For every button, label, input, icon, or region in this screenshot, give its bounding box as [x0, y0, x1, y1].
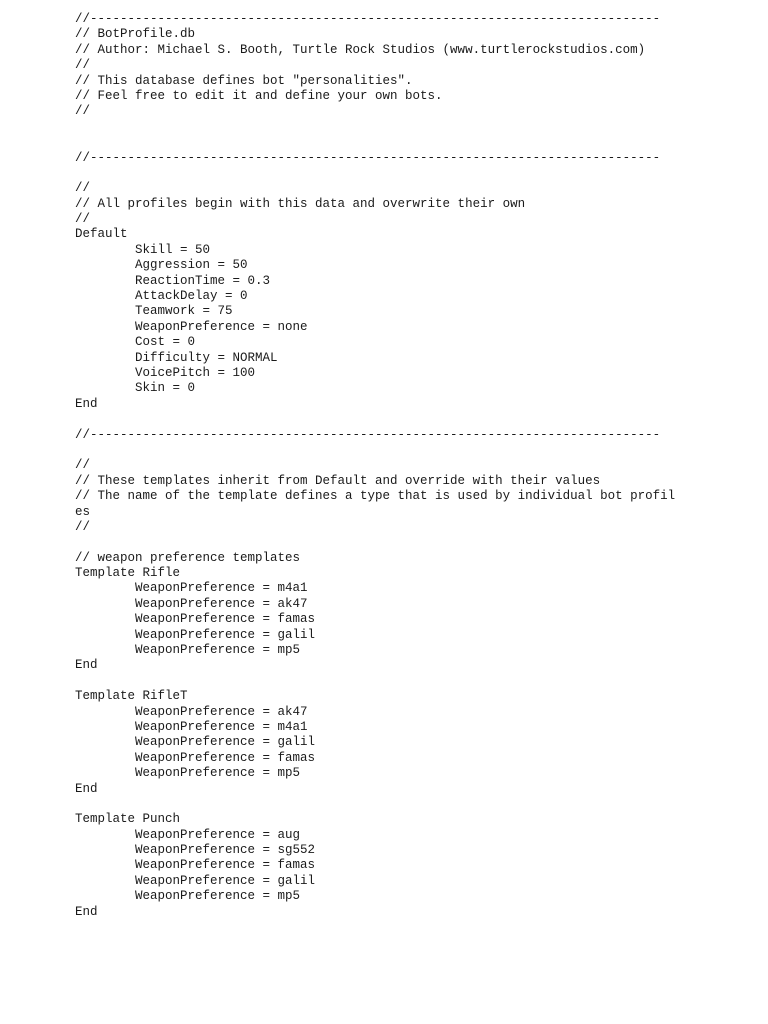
document-line: // weapon preference templates [75, 550, 301, 565]
document-line [75, 120, 715, 135]
document-line: WeaponPreference = famas [75, 612, 316, 627]
document-line: WeaponPreference = m4a1 [75, 719, 308, 734]
document-line: AttackDelay = 0 [75, 289, 248, 304]
document-line: // [75, 181, 91, 196]
document-line: WeaponPreference = ak47 [75, 596, 308, 611]
document-line: // [75, 519, 91, 534]
document-line: WeaponPreference = m4a1 [75, 581, 308, 596]
document-line: Difficulty = NORMAL [75, 350, 278, 365]
document-line: WeaponPreference = mp5 [75, 889, 301, 904]
document-line: // [75, 212, 91, 227]
document-line: End [75, 396, 98, 411]
document-line: // Author: Michael S. Booth, Turtle Rock Studios (www.turtlerockstudios.com) [75, 42, 646, 57]
document-line [75, 166, 715, 181]
document-line: // Feel free to edit it and define your own bots. [75, 88, 443, 103]
document-line: Template Punch [75, 812, 181, 827]
document-line: WeaponPreference = mp5 [75, 643, 301, 658]
document-line: //---------------------------------------------------------------------------- [75, 427, 661, 442]
document-line: // All profiles begin with this data and overwrite their own [75, 196, 526, 211]
document-line: WeaponPreference = galil [75, 735, 316, 750]
document-line: Skill = 50 [75, 242, 211, 257]
document-line: WeaponPreference = famas [75, 750, 316, 765]
document-line [75, 135, 715, 150]
document-line: Template Rifle [75, 566, 181, 581]
document-line: // These templates inherit from Default and override with their values [75, 473, 601, 488]
document-line [75, 443, 715, 458]
document-line: WeaponPreference = galil [75, 627, 316, 642]
document-line: Teamwork = 75 [75, 304, 233, 319]
document-line: ReactionTime = 0.3 [75, 273, 271, 288]
document-line [75, 535, 715, 550]
document-line: // The name of the template defines a type that is used by individual bot profil [75, 489, 676, 504]
document-line: // [75, 58, 91, 73]
document-line: WeaponPreference = galil [75, 873, 316, 888]
document-line: WeaponPreference = aug [75, 827, 301, 842]
document-line: WeaponPreference = famas [75, 858, 316, 873]
document-line: Template RifleT [75, 689, 188, 704]
document-line: Skin = 0 [75, 381, 196, 396]
document-line: End [75, 658, 98, 673]
document-line: Cost = 0 [75, 335, 196, 350]
document-line: // [75, 458, 91, 473]
document-line: // BotProfile.db [75, 27, 196, 42]
document-line [75, 674, 715, 689]
document-line: // This database defines bot "personalities". [75, 73, 413, 88]
document-line [75, 412, 715, 427]
document-line: WeaponPreference = sg552 [75, 843, 316, 858]
document-line: WeaponPreference = ak47 [75, 704, 308, 719]
document-line: es [75, 504, 91, 519]
document-line: //---------------------------------------------------------------------------- [75, 150, 661, 165]
document-line: Default [75, 227, 128, 242]
document-line: //---------------------------------------------------------------------------- [75, 12, 661, 26]
document-line: WeaponPreference = mp5 [75, 766, 301, 781]
document-line: End [75, 781, 98, 796]
document-line: End [75, 904, 98, 919]
document-line: Aggression = 50 [75, 258, 248, 273]
document-line: VoicePitch = 100 [75, 365, 256, 380]
document-line: // [75, 104, 91, 119]
document-line [75, 797, 715, 812]
document-page [75, 12, 715, 920]
document-line: WeaponPreference = none [75, 319, 308, 334]
